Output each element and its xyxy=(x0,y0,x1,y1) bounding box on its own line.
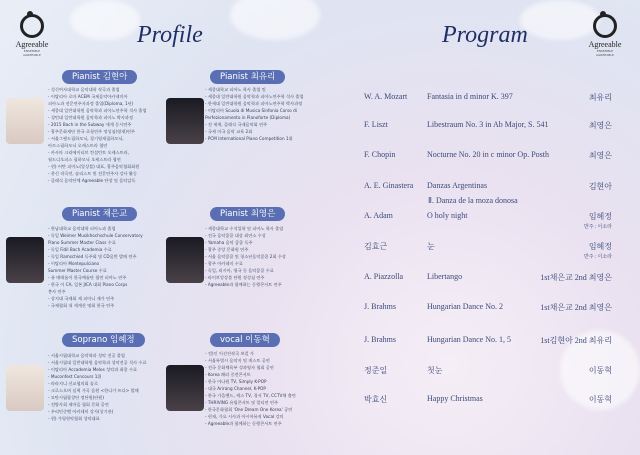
performer-photo xyxy=(6,365,44,411)
program-piece: Fantasia in d minor K. 397 xyxy=(427,92,513,101)
bio-line: - 라라지니 선교협의회 솔로 xyxy=(48,381,99,386)
program-player: 임혜정 xyxy=(588,212,612,221)
bio-line: - Muconfest Concours 1위 xyxy=(48,374,102,379)
bio-line: - 총신 작곡연, 솔리스트 및 전문연주자 강사 활동 xyxy=(48,171,138,176)
bio-line: - 한국 가을밴드, 캐스 TV, 경서 TV, CCTV채 출연 xyxy=(205,393,296,398)
program-accompanist: 반주 : 이소라 xyxy=(583,255,612,260)
program-row xyxy=(364,241,612,260)
program-row xyxy=(364,365,612,379)
bio-line: - Korea 패러 중견콘서트 xyxy=(205,372,251,377)
program-accompanist: 반주 : 이소라 xyxy=(583,225,612,230)
bio-line: - Agreeable과 함께하는 동행콘서트 연주 xyxy=(205,282,282,287)
bio-line: - 한국문화협회 'One Dream One Korea' 공연 xyxy=(205,407,293,412)
bio-line: - 전)인 이선진작곡 보컬 가 xyxy=(205,351,254,356)
bio-line: - 한남대학교 음악대학 피아노과 졸업 xyxy=(48,226,116,231)
performer-bio xyxy=(205,350,296,427)
bio-line: - 이탈리아 Montepulciano xyxy=(48,261,100,266)
program-player: 이동혁 xyxy=(588,366,612,375)
program-title: Program xyxy=(442,22,528,48)
bio-line: - 현) 가평현악협회 성악대표 xyxy=(48,416,100,421)
bio-line: - 서울 음악콩쿨 및 청소년음악콩쿨 2회 수상 xyxy=(205,254,286,259)
program-piece: Libertango xyxy=(427,272,463,281)
agreeable-logo-icon xyxy=(593,14,617,38)
performer-bio xyxy=(48,86,147,184)
performer-label: vocal 이동혁 xyxy=(210,333,280,347)
profile-title: Profile xyxy=(137,22,203,48)
bio-line: 아르스필하모닉 오케스트라 협연 xyxy=(48,143,108,148)
program-composer: 박효신 xyxy=(364,395,388,404)
bio-line: - 경민대 일반대학원 음악학과 피아노 박사과정 xyxy=(48,115,134,120)
bio-line: Piano Summer Master Class 수료 xyxy=(48,240,116,245)
bio-line: - 한국 아나원 TV, Simply K-POP xyxy=(205,379,267,384)
program-player: 김현아 xyxy=(588,182,612,191)
bio-line: - 독일 Ramschied 독주회 및 CD음반 발매 연주 xyxy=(48,254,137,259)
performer-photo xyxy=(166,98,204,144)
bio-line: - 한국 이 CA, 일본 JICA 대회 Piano Corps xyxy=(48,282,128,287)
program-composer: 김효근 xyxy=(364,242,388,251)
bio-line: - 전국 음악콩쿨 대상 최연소 수상 xyxy=(205,233,266,238)
performer-photo xyxy=(6,237,44,283)
bio-line: - 전 세계, 클래식 국제음악회 연주 xyxy=(205,122,268,127)
bio-line: - 세종대 일반대학원 음악학과 피아노연주학 석사 졸업 xyxy=(48,108,147,113)
bio-line: 봉사 연주 xyxy=(48,289,66,294)
bio-line: - 대국 Arirang Channel, K-POP xyxy=(205,386,266,391)
program-piece: 눈 xyxy=(427,242,435,251)
bio-line: - 이탈리아 Scuola di Musica Sinfonia Corso di xyxy=(205,108,297,113)
bio-line: - 광주 아카데미 수료 xyxy=(205,261,243,266)
bio-line: - 국제 미국 음악 교육 2회 xyxy=(205,129,253,134)
bio-line: 월드디오피스 필하모닉 오케스트라 협연 xyxy=(48,157,121,162)
bio-line: - 이탈리아 로마 ACEM 국제음악아카데미아 xyxy=(48,94,128,99)
program-composer: J. Brahms xyxy=(364,302,396,311)
performer-label: Pianist 채은교 xyxy=(62,207,137,221)
bio-line: - PCM International Piano Competition 1위 xyxy=(205,136,293,141)
program-composer: A. E. Ginastera xyxy=(364,181,414,190)
performer-label: Pianist 최유리 xyxy=(210,70,285,84)
bio-line: - THRIVING 유럽콘서트 및 멀티연 연주 xyxy=(205,400,278,405)
bio-line: - 카사마 크리에이티브 컨설턴트 오케스트라, xyxy=(48,150,129,155)
agreeable-logo-right xyxy=(588,14,622,57)
program-piece: O holy night xyxy=(427,211,468,220)
performer-label: Pianist 김현아 xyxy=(62,70,137,84)
program-row xyxy=(364,272,612,286)
bio-line: - 한세대 일반대학원 음악학과 피아노연주학 박사과정 xyxy=(205,101,303,106)
logo-name: Agreeable xyxy=(588,40,622,49)
bio-line: - 광주문화재단 한국 초청연주 정성심(영재)연주 xyxy=(48,129,135,134)
bokeh-light xyxy=(230,0,320,40)
bio-line: - Agreeable과 함께하는 동행콘서트 연주 xyxy=(205,421,282,426)
bio-line: - 세종대학교 피아노 학사 졸업 및 xyxy=(205,87,266,92)
program-player: 임혜정 xyxy=(588,242,612,251)
logo-sub: ENSEMBLE AGREEABLE xyxy=(596,49,614,57)
bio-line: - 현재, 가요 시사과 아시아뮤직 Vocal 강의 xyxy=(205,414,284,419)
bio-line: - 성신여자대학교 음악대학 작곡과 졸업 xyxy=(48,87,120,92)
program-player: 이동혁 xyxy=(588,395,612,404)
program-row xyxy=(364,335,612,349)
program-player: 1st채은교 2nd 최영은 xyxy=(540,273,612,282)
bio-line: - 클래식 음악단체 Agreeable 단장 및 음악감독 xyxy=(48,178,136,183)
agreeable-logo-icon xyxy=(20,14,44,38)
performer-photo xyxy=(166,365,204,411)
bio-line: - 독일 Weimer Musikhochschule Conservatory xyxy=(48,233,143,238)
program-piece: 첫눈 xyxy=(427,366,443,375)
logo-sub: ENSEMBLE AGREEABLE xyxy=(23,49,41,57)
bio-line: - 서울시립대학교 음악학과 성악 전공 졸업 xyxy=(48,353,125,358)
logo-name: Agreeable xyxy=(15,40,49,49)
bio-line: - 전국 문화체육부 성과영자 협회 공연 xyxy=(205,365,274,370)
program-piece: Hungarian Dance No. 1, 5 xyxy=(427,335,511,344)
bio-line: Summer Master Course 수료 xyxy=(48,268,107,273)
bio-line: - 전방사회 새마을 협회 문화 공연 xyxy=(48,402,109,407)
bio-line: - 세종대 일반대학원 음악학과 피아노연주학 석사 졸업 xyxy=(205,94,304,99)
program-composer: A. Adam xyxy=(364,211,393,220)
bio-line: - 현) 어반 피아노(앙상블) 대표, 광주음악협회회원 xyxy=(48,164,140,169)
agreeable-logo-left xyxy=(15,14,49,57)
bio-line: - 서울그랜드필하모닉, 경기영재필하모닉, xyxy=(48,136,124,141)
bio-line: - 상지대 국제회 제 피아니 재가 연주 xyxy=(48,296,115,301)
performer-photo xyxy=(166,237,204,283)
program-player: 1st채은교 2nd 최영은 xyxy=(540,303,612,312)
program-player: 1st김현아 2nd 최유리 xyxy=(540,336,612,345)
bio-line: - 서울특별시 음악지 및 게스트 공연 xyxy=(205,358,270,363)
program-row xyxy=(364,181,612,195)
performer-bio xyxy=(48,352,147,422)
program-piece: Nocturne No. 20 in c minor Op. Posth xyxy=(427,150,549,159)
performer-photo xyxy=(6,98,44,144)
bio-line: 피아노과 전문연주자과정 졸업(Diploma, 1년) xyxy=(48,101,134,106)
program-piece: Libestraum No. 3 in Ab Major, S. 541 xyxy=(427,120,549,129)
bio-line: - 크로스오버 실력 가곡 음원 <한나가 뜨다> 발매 xyxy=(48,388,139,393)
program-player: 최영은 xyxy=(588,151,612,160)
program-piece: Hungarian Dance No. 2 xyxy=(427,302,503,311)
program-row xyxy=(364,120,612,134)
program-piece-sub: Ⅱ. Danza de la moza donosa xyxy=(428,196,518,205)
performer-bio xyxy=(48,225,143,309)
bio-line: - 독일, 러시아, 영국 등 음악콩쿨 수료 xyxy=(205,268,274,273)
bokeh-light xyxy=(70,0,140,40)
program-composer: 정준일 xyxy=(364,366,388,375)
program-row xyxy=(364,302,612,316)
bio-line: - 우리민중밴 아카데미 강사(상기관) xyxy=(48,409,114,414)
program-piece: Happy Christmas xyxy=(427,394,483,403)
bio-line: - 라이브앙상블 단원 정성심 연주 xyxy=(205,275,265,280)
program-row xyxy=(364,394,612,408)
program-composer: F. Chopin xyxy=(364,150,396,159)
program-composer: A. Piazzolla xyxy=(364,272,404,281)
program-composer: W. A. Mozart xyxy=(364,92,408,101)
performer-bio xyxy=(205,225,286,288)
bio-line: - 광주 중앙 문화원 연주 xyxy=(205,247,249,252)
program-row xyxy=(364,150,612,164)
bio-line: - 독일 Fidil Bach Academia 수료 xyxy=(48,247,112,252)
bio-line: Perfezionamento in Pianoforte (Diploma) xyxy=(205,115,291,120)
program-player: 최영은 xyxy=(588,121,612,130)
bio-line: - 2015 Bach in the Subway 세계 동시연주 xyxy=(48,122,132,127)
bio-line: - Yamaha 음악 콩쿨 독주 xyxy=(205,240,253,245)
bio-line: - 세종대학교 수석입학 및 피아노 학사 졸업 xyxy=(205,226,284,231)
bio-line: - 모탄시립합창단 정단원(단원) xyxy=(48,395,104,400)
bio-line: - 이탈리아 Accademia Melos 성악과 최종 수료 xyxy=(48,367,138,372)
performer-label: Soprano 임혜정 xyxy=(62,333,145,347)
program-row xyxy=(364,211,612,230)
program-row xyxy=(364,92,612,106)
program-piece: Danzas Argentinas xyxy=(427,181,488,190)
bio-line: - 서울시립대 일반대학원 음악학과 성악전공 석사 수료 xyxy=(48,360,147,365)
bio-line: - 쥬 메테롬이 한국예술단 협연 피아노 연주 xyxy=(48,275,127,280)
program-composer: F. Liszt xyxy=(364,120,388,129)
program-composer: J. Brahms xyxy=(364,335,396,344)
bio-line: - 국제협회 내 세계산 명회 한국 연주 xyxy=(48,303,115,308)
performer-label: Pianist 최영은 xyxy=(210,207,285,221)
program-player: 최유리 xyxy=(588,93,612,102)
performer-bio xyxy=(205,86,304,142)
